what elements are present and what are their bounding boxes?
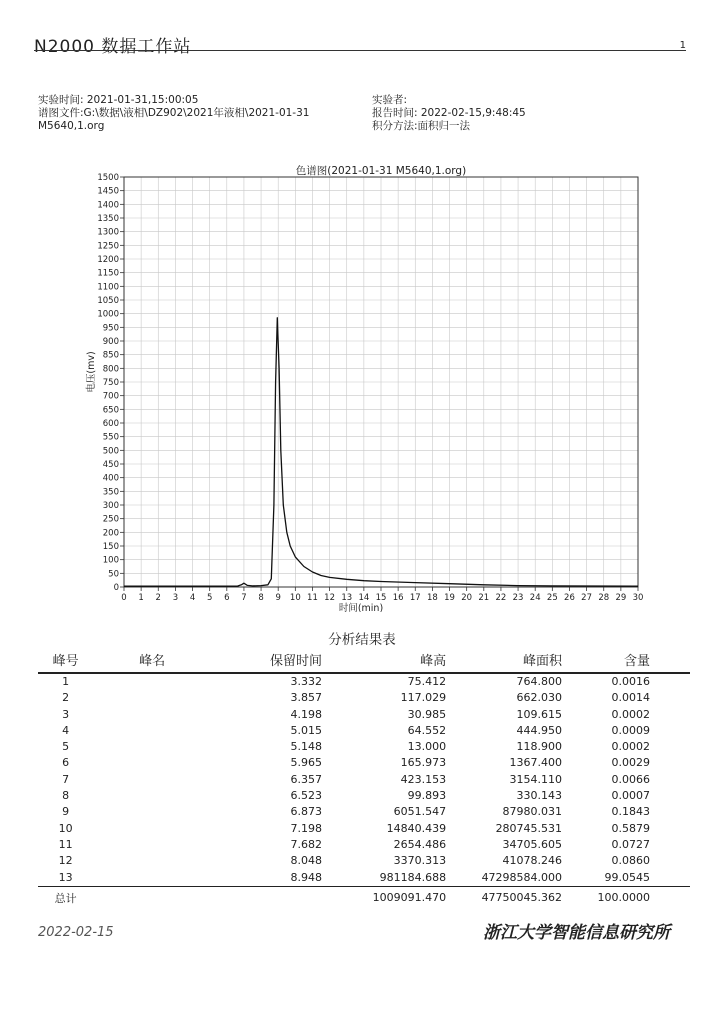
header-peak-height: 峰高: [322, 648, 446, 673]
y-tick-label: 50: [108, 569, 119, 580]
cell-retention-time: 3.857: [290, 691, 322, 705]
results-total-row: [38, 886, 690, 906]
y-tick-label: 500: [102, 446, 119, 457]
total-blank-time: [211, 886, 322, 906]
y-tick-label: 1300: [97, 227, 119, 238]
file-path-line2: M5640,1.org: [38, 120, 105, 132]
cell-retention-time: 6.523: [290, 789, 322, 803]
cell-retention-time: 5.148: [290, 740, 322, 754]
cell-peak-area: 1367.400: [509, 756, 563, 770]
table-row: [38, 870, 690, 887]
cell-peak-name: [93, 739, 211, 755]
x-tick-label: 27: [581, 593, 593, 603]
cell-peak-height: 30.985: [407, 707, 447, 721]
app-title: N2000 数据工作站: [34, 37, 192, 57]
results-table: [38, 648, 690, 906]
table-row: [38, 772, 690, 788]
x-tick-label: 28: [598, 593, 610, 603]
y-tick-label: 0: [113, 583, 119, 593]
y-tick-label: 1250: [97, 241, 119, 252]
y-tick-label: 1200: [97, 255, 119, 265]
cell-retention-time: 5.965: [290, 756, 322, 770]
x-tick-label: 29: [615, 593, 627, 603]
cell-peak-height: 75.412: [407, 675, 447, 688]
cell-peak-height: 2654.486: [393, 837, 447, 851]
results-title: 分析结果表: [328, 632, 396, 648]
cell-peak-height: 423.153: [400, 772, 447, 786]
cell-peak-area: 3154.110: [509, 772, 563, 786]
cell-content: 99.0545: [604, 870, 650, 884]
x-tick-label: 22: [495, 593, 507, 603]
cell-content: 0.0029: [611, 756, 650, 770]
cell-peak-area: 41078.246: [502, 854, 563, 868]
cell-content: 0.0727: [611, 837, 650, 851]
y-tick-label: 1000: [97, 309, 119, 320]
x-tick-label: 20: [461, 593, 473, 603]
cell-retention-time: 6.357: [290, 772, 322, 786]
x-tick-label: 17: [409, 593, 421, 603]
total-height: 1009091.470: [322, 886, 446, 906]
table-row: [38, 821, 690, 837]
y-tick-label: 350: [102, 487, 119, 498]
x-tick-label: 12: [324, 593, 336, 603]
experiment-time: 实验时间: 2021-01-31,15:00:05: [38, 94, 199, 106]
cell-peak-name: [93, 755, 211, 771]
cell-peak-no: 4: [62, 723, 70, 737]
cell-retention-time: 4.198: [290, 707, 322, 721]
table-row: [38, 739, 690, 755]
y-tick-label: 950: [102, 323, 119, 334]
info-right: [372, 94, 526, 133]
report-time: 报告时间: 2022-02-15,9:48:45: [372, 107, 526, 119]
cell-peak-no: 9: [62, 805, 70, 819]
cell-peak-height: 13.000: [407, 740, 447, 754]
x-tick-label: 4: [189, 593, 196, 603]
integration-method: 积分方法:面积归一法: [372, 120, 471, 132]
x-tick-label: 25: [546, 593, 558, 603]
x-tick-label: 16: [392, 593, 404, 603]
x-tick-label: 0: [121, 593, 127, 603]
y-tick-label: 650: [102, 405, 119, 416]
cell-peak-no: 1: [62, 675, 70, 688]
chart-title: 色谱图(2021-01-31 M5640,1.org): [295, 165, 467, 177]
header-peak-name: 峰名: [93, 648, 211, 673]
cell-content: 0.1843: [611, 805, 650, 819]
cell-peak-height: 64.552: [407, 723, 447, 737]
y-tick-label: 800: [102, 364, 119, 375]
x-tick-label: 10: [289, 593, 301, 603]
x-tick-label: 6: [224, 593, 230, 603]
table-row: [38, 690, 690, 706]
cell-peak-name: [93, 772, 211, 788]
table-row: [38, 788, 690, 804]
x-tick-label: 11: [307, 593, 318, 603]
x-tick-label: 8: [258, 593, 264, 603]
x-tick-label: 18: [426, 593, 438, 603]
cell-peak-name: [93, 821, 211, 837]
y-tick-label: 400: [102, 473, 119, 484]
chromatogram-chart: [60, 160, 660, 612]
y-tick-label: 1350: [97, 214, 119, 224]
y-tick-label: 700: [102, 391, 119, 402]
y-tick-label: 150: [102, 542, 119, 552]
x-tick-label: 23: [512, 593, 524, 603]
cell-content: 0.0002: [611, 740, 650, 754]
cell-peak-no: 7: [62, 772, 70, 786]
y-tick-label: 600: [102, 419, 119, 429]
table-row: [38, 707, 690, 723]
cell-peak-no: 12: [58, 854, 73, 868]
cell-peak-name: [93, 690, 211, 706]
cell-peak-area: 330.143: [516, 789, 563, 803]
y-axis-label: 电压(mv): [86, 351, 97, 393]
x-axis-label: 时间(min): [338, 603, 384, 612]
y-tick-label: 550: [102, 432, 119, 443]
y-tick-label: 1050: [97, 296, 119, 306]
experimenter: 实验者:: [372, 94, 408, 106]
cell-peak-name: [93, 788, 211, 804]
x-tick-label: 21: [478, 593, 490, 603]
cell-peak-area: 444.950: [516, 723, 563, 737]
x-tick-label: 2: [155, 593, 161, 603]
cell-content: 0.0860: [611, 854, 650, 868]
cell-peak-area: 47298584.000: [481, 870, 563, 884]
total-label: 总计: [38, 886, 93, 906]
cell-retention-time: 8.048: [290, 854, 322, 868]
x-tick-label: 15: [375, 593, 387, 603]
cell-peak-name: [93, 723, 211, 739]
cell-peak-name: [93, 853, 211, 869]
cell-peak-no: 3: [62, 707, 70, 721]
y-tick-label: 1150: [97, 268, 119, 279]
cell-peak-no: 6: [62, 756, 70, 770]
table-row: [38, 673, 690, 690]
cell-retention-time: 6.873: [290, 805, 322, 819]
cell-peak-area: 34705.605: [502, 837, 563, 851]
cell-content: 0.0014: [611, 691, 650, 705]
header-content: 含量: [562, 648, 690, 673]
cell-peak-no: 13: [58, 870, 73, 884]
table-row: [38, 755, 690, 771]
x-tick-label: 3: [172, 593, 179, 603]
x-tick-label: 19: [444, 593, 455, 603]
table-row: [38, 837, 690, 853]
cell-peak-no: 8: [62, 789, 70, 803]
y-tick-label: 450: [102, 460, 119, 470]
cell-peak-height: 117.029: [400, 691, 447, 705]
cell-peak-no: 11: [58, 837, 73, 851]
cell-peak-height: 3370.313: [393, 854, 447, 868]
cell-retention-time: 5.015: [290, 723, 322, 737]
x-tick-label: 1: [138, 593, 144, 603]
cell-peak-name: [93, 870, 211, 887]
header-retention-time: 保留时间: [211, 648, 322, 673]
x-tick-label: 5: [206, 593, 213, 603]
table-row: [38, 723, 690, 739]
x-tick-label: 7: [241, 593, 247, 603]
y-tick-label: 900: [102, 337, 119, 347]
x-tick-label: 13: [341, 593, 353, 603]
y-tick-label: 250: [102, 514, 119, 525]
cell-retention-time: 7.682: [290, 837, 322, 851]
cell-peak-area: 118.900: [516, 740, 563, 754]
cell-peak-height: 981184.688: [379, 870, 447, 884]
x-tick-label: 14: [358, 593, 370, 603]
y-tick-label: 850: [102, 350, 119, 361]
y-tick-label: 100: [102, 555, 119, 566]
cell-peak-area: 280745.531: [495, 821, 563, 835]
cell-content: 0.0009: [611, 723, 650, 737]
results-body: [38, 673, 690, 886]
table-row: [38, 853, 690, 869]
y-tick-label: 1100: [97, 282, 119, 293]
x-tick-label: 30: [632, 593, 644, 603]
cell-peak-height: 14840.439: [386, 821, 447, 835]
y-tick-label: 1400: [97, 200, 119, 211]
cell-peak-area: 87980.031: [502, 805, 563, 819]
file-path-line1: 谱图文件:G:\数据\液相\DZ902\2021年液相\2021-01-31: [38, 107, 310, 119]
cell-peak-name: [93, 837, 211, 853]
y-tick-label: 1500: [97, 173, 119, 183]
page-number: 1: [679, 40, 686, 51]
total-blank-name: [93, 886, 211, 906]
title-rule: [34, 50, 686, 51]
footer-date: 2022-02-15: [38, 925, 114, 940]
cell-content: 0.0002: [611, 707, 650, 721]
results-header-row: [38, 648, 690, 673]
cell-retention-time: 7.198: [290, 821, 322, 835]
info-left: [38, 94, 309, 133]
cell-content: 0.0016: [611, 675, 650, 688]
cell-content: 0.0066: [611, 772, 650, 786]
cell-retention-time: 3.332: [290, 675, 322, 688]
y-tick-label: 300: [102, 501, 119, 511]
table-row: [38, 804, 690, 820]
cell-peak-height: 99.893: [407, 789, 447, 803]
cell-peak-height: 6051.547: [393, 805, 447, 819]
cell-peak-height: 165.973: [400, 756, 447, 770]
y-tick-label: 750: [102, 378, 119, 388]
total-content: 100.0000: [562, 886, 690, 906]
header-peak-area: 峰面积: [446, 648, 562, 673]
cell-peak-no: 10: [58, 821, 73, 835]
y-tick-label: 1450: [97, 186, 119, 197]
y-tick-label: 200: [102, 528, 119, 539]
cell-peak-area: 662.030: [516, 691, 563, 705]
cell-peak-area: 764.800: [516, 675, 563, 688]
cell-retention-time: 8.948: [290, 870, 322, 884]
total-area: 47750045.362: [446, 886, 562, 906]
cell-content: 0.5879: [611, 821, 650, 835]
x-tick-label: 24: [529, 593, 541, 603]
cell-peak-no: 2: [62, 691, 70, 705]
header-peak-no: 峰号: [38, 648, 93, 673]
cell-peak-no: 5: [62, 740, 70, 754]
cell-peak-area: 109.615: [516, 707, 563, 721]
cell-peak-name: [93, 804, 211, 820]
footer-institute: 浙江大学智能信息研究所: [483, 923, 670, 943]
cell-content: 0.0007: [611, 789, 650, 803]
cell-peak-name: [93, 673, 211, 690]
x-tick-label: 26: [564, 593, 575, 603]
x-tick-label: 9: [275, 593, 281, 603]
cell-peak-name: [93, 707, 211, 723]
